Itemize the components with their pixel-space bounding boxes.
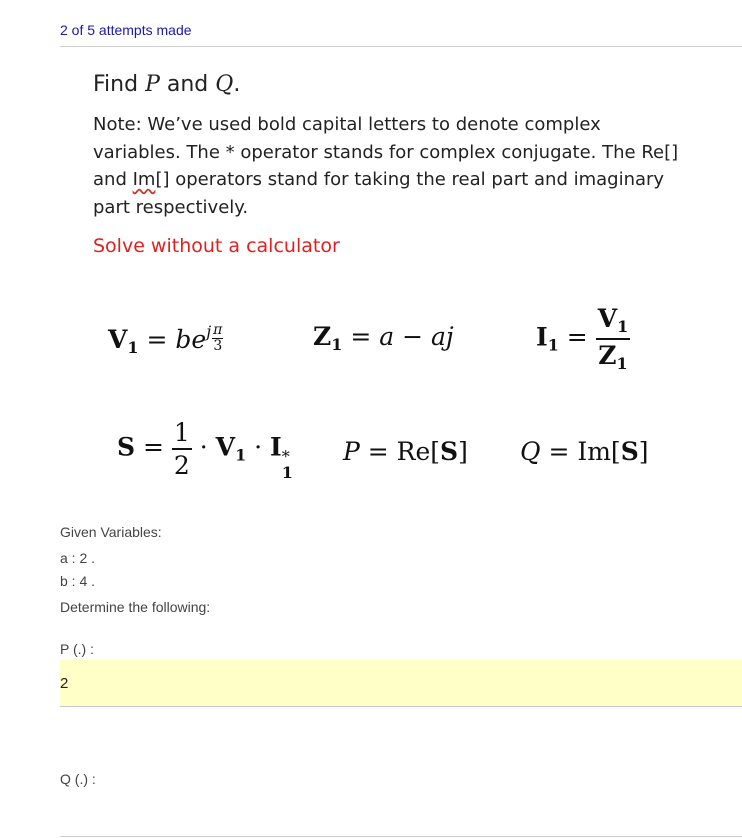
find-heading: Find P and Q.	[93, 72, 241, 97]
spellcheck-word: Im	[132, 169, 156, 190]
solve-instruction: Solve without a calculator	[93, 235, 340, 257]
equation-z1: $Z_1 = a$ − aj	[313, 322, 454, 354]
pi-over-3: $\frac{\pi}{3}$	[213, 322, 223, 354]
v1-over-z1: $\frac{V_1}{Z_1}$	[597, 304, 629, 373]
problem-note: Note: We’ve used bold capital letters to denote complex variables. The * operator stands for complex conjugate. The Re[] and Im[] operators stand for taking the real part and imaginary part respectively.	[93, 114, 679, 218]
variable-a: a : 2 .	[60, 550, 96, 566]
header-divider	[60, 46, 742, 47]
equation-i1: $I_1$ = $\frac{V_1}{Z_1}$	[536, 304, 629, 373]
problem-statement	[93, 72, 713, 257]
equation-q: Q = Im[S]	[520, 437, 649, 466]
answer-q-field[interactable]	[60, 836, 742, 837]
answer-q-label: Q (.) :	[60, 771, 96, 787]
attempts-counter: 2 of 5 attempts made	[60, 22, 192, 38]
equation-s: S = $\frac{1}{2}$ · $V_1 \cdot I$ * 1	[117, 418, 293, 482]
answer-p-label: P (.) :	[60, 641, 94, 657]
answer-p-field[interactable]	[60, 660, 742, 707]
variable-b: b : 4 .	[60, 573, 96, 589]
determine-heading: Determine the following:	[60, 599, 211, 615]
equation-v1: $V_1 = be^j$ $\frac{\pi}{3}$	[108, 322, 223, 357]
given-variables-heading: Given Variables:	[60, 524, 162, 540]
one-half: $\frac{1}{2}$	[173, 418, 190, 480]
answer-p-input[interactable]	[60, 660, 742, 706]
equation-p: P = Re[S]	[343, 437, 468, 466]
